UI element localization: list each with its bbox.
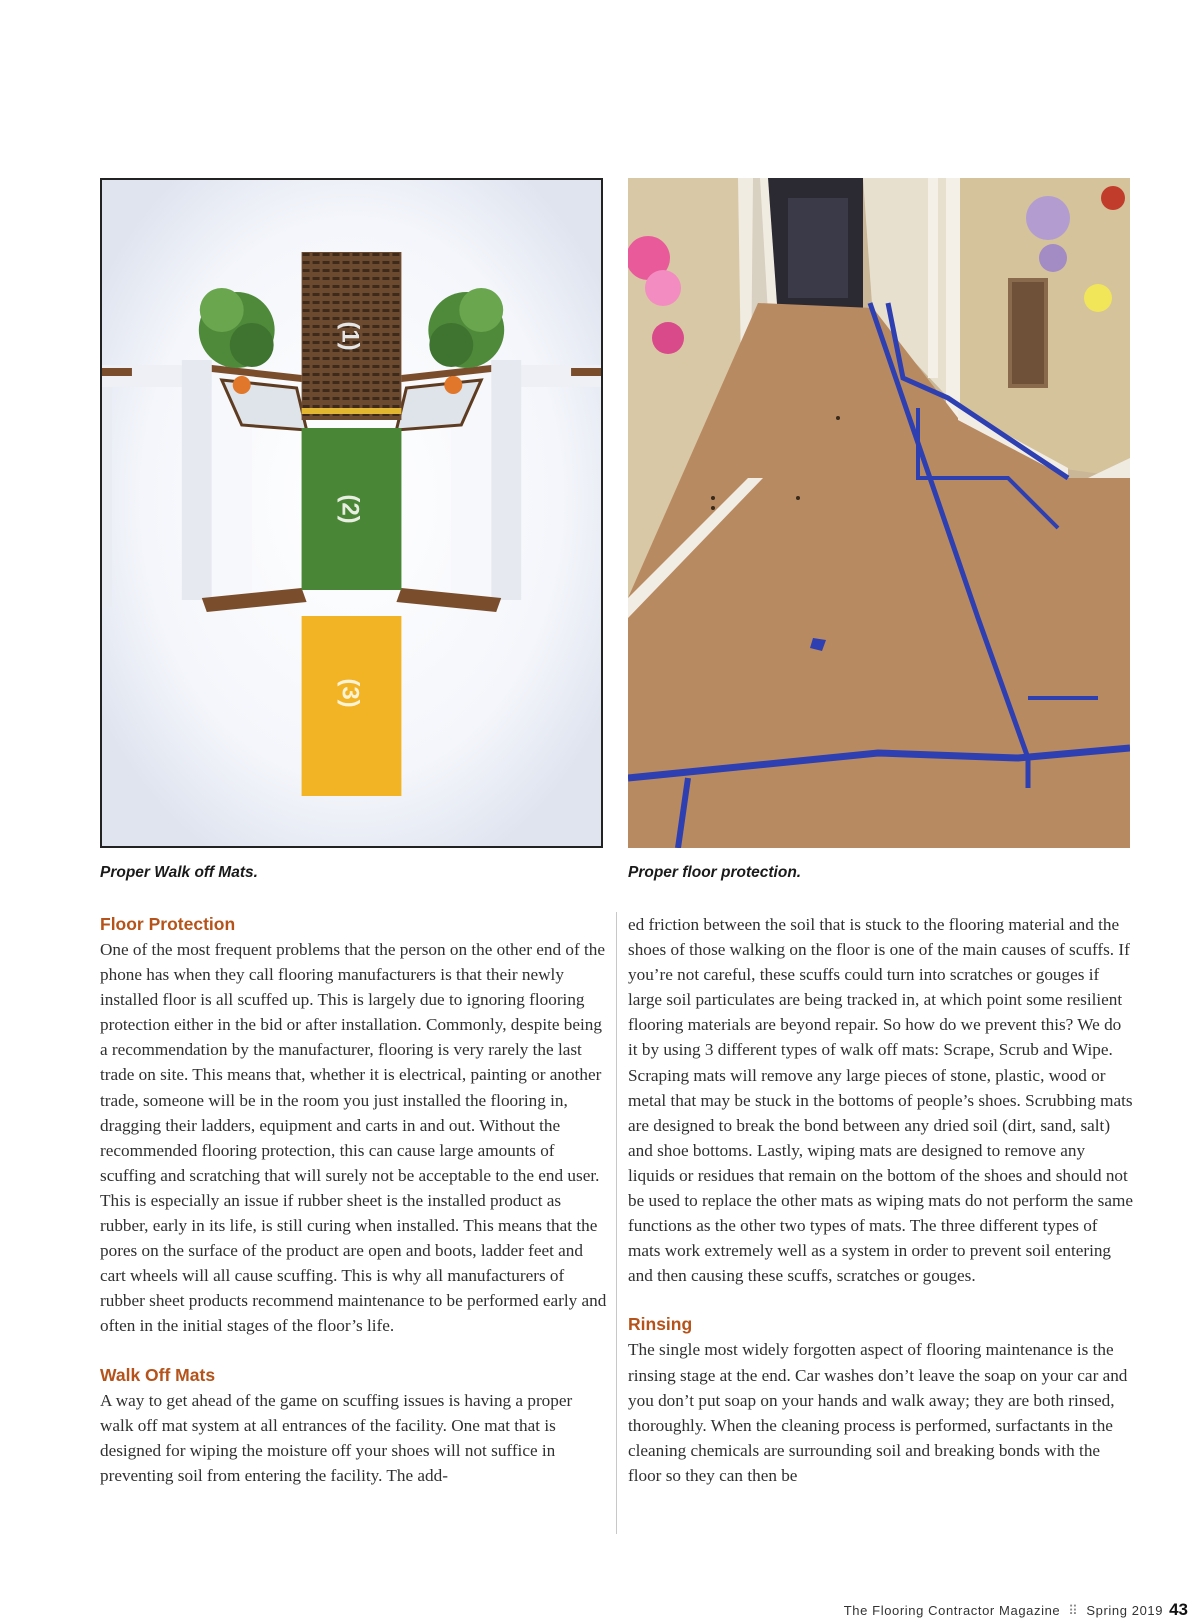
floor-protection-photo: [628, 178, 1130, 848]
page-footer: [844, 1600, 1188, 1620]
mat-label-3: (3): [336, 678, 364, 708]
page-number: 43: [1169, 1600, 1188, 1619]
article-column-right: [628, 912, 1133, 1488]
mat-label-2: (2): [336, 494, 364, 524]
paragraph-rinsing: The single most widely forgotten aspect of flooring maintenance is the rinsing stage at the end. Car washes don’t leave the soap on your car and you don’t put soap on your hands and walk away; they are both rinsed, thoroughly. When the cleaning process is performed, surfactants in the cleaning chemicals are surrounding soil and breaking bonds with the floor so they can then be: [628, 1340, 1128, 1485]
walk-off-mats-drawing: [102, 180, 601, 846]
mat-label-1: (1): [336, 321, 364, 351]
footer-magazine-name: The Flooring Contractor Magazine: [843, 1603, 1061, 1618]
heading-walk-off-mats: Walk Off Mats: [100, 1364, 216, 1385]
caption-walk-off-mats: Proper Walk off Mats.: [100, 864, 258, 881]
hallway-drawing: [628, 178, 1130, 848]
caption-floor-protection: Proper floor protection.: [628, 864, 802, 881]
heading-rinsing: Rinsing: [628, 1314, 693, 1335]
paragraph-walk-off-mats: A way to get ahead of the game on scuffing issues is having a proper walk off mat system at all entrances of the facility. One mat that is designed for wiping the moisture off your shoes will not suffice in preventing soil from entering the facility. The add-: [100, 1390, 573, 1485]
heading-floor-protection: Floor Protection: [100, 914, 236, 934]
column-divider: [616, 912, 617, 1534]
walk-off-mats-illustration: [100, 178, 603, 848]
footer-issue: Spring 2019: [1086, 1603, 1164, 1618]
paragraph-walk-off-mats-continued: ed friction between the soil that is stuck to the flooring material and the shoes of those walking on the floor is one of the main causes of scuffs. If you’re not careful, these scuffs could turn into scratches or gouges if large soil particulates are being tracked in, at which point some resilient flooring materials are beyond repair. So how do we prevent this? We do it by using 3 different types of walk off mats: Scrape, Scrub and Wipe. Scraping mats will remove any large pieces of stone, plastic, wood or metal that may be stuck in the bottoms of people’s shoes. Scrubbing mats are designed to break the bond between any dried soil (dirt, sand, salt) and shoe bottoms. Lastly, wiping mats are designed to remove any liquids or residues that remain on the bottom of the shoes and should not be used to replace the other mats as wiping mats do not perform the same functions as the other two types of mats. The three different types of mats work extremely well as a system in order to prevent soil entering and then causing these scuffs, scratches or gouges.: [628, 915, 1133, 1286]
footer-separator-icon: ⠿: [1068, 1603, 1079, 1618]
paragraph-floor-protection: One of the most frequent problems that the person on the other end of the phone has when they call flooring manufacturers is that their newly installed floor is all scuffed up. This is largely due to ignoring flooring protection either in the bid or after installation. Commonly, despite being a recommendation by the manufacturer, flooring is very rarely the last trade on site. This means that, whether it is electrical, painting or another trade, someone will be in the room you just installed the flooring in, dragging their ladders, equipment and carts in and out. Without the recommended flooring protection, this can cause large amounts of scuffing and scratching that will surely not be acceptable to the end user. This is especially an issue if rubber sheet is the installed product as rubber, early in its life, is still curing when installed. This means that the pores on the surface of the product are open and boots, ladder feet and cart wheels will all cause scuffing. This is why all manufacturers of rubber sheet products recommend maintenance to be performed early and often in the initial stages of the floor’s life.: [100, 940, 607, 1336]
article-column-left: [100, 912, 608, 1488]
